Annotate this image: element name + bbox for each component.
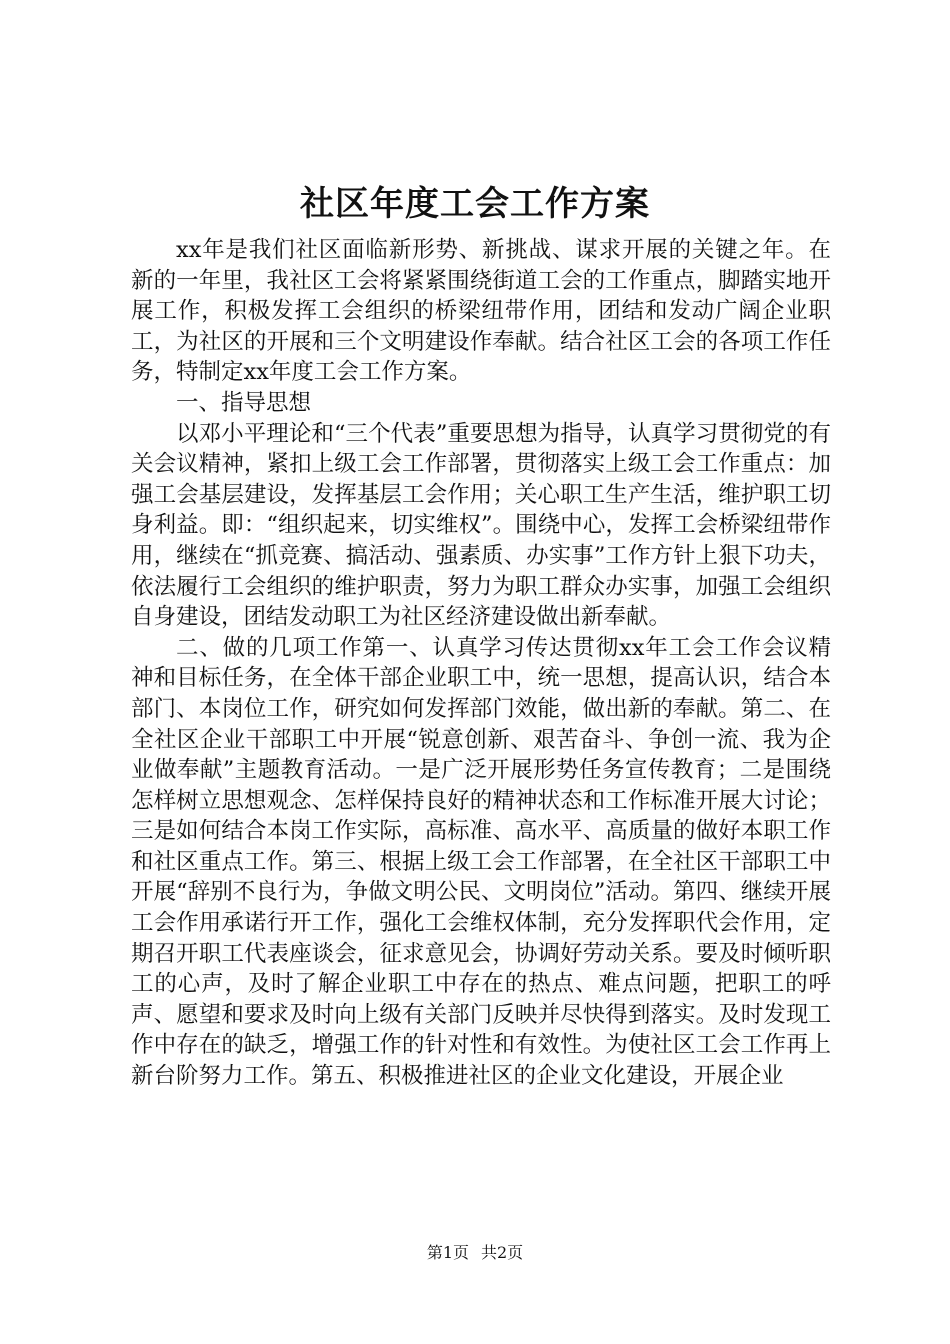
- document-body: [131, 235, 831, 1092]
- page-number: 第1页: [426, 1243, 469, 1262]
- page-footer: [0, 1243, 950, 1263]
- page-title: 社区年度工会工作方案: [300, 184, 650, 224]
- guiding-thought-paragraph: 以邓小平理论和“三个代表”重要思想为指导，认真学习贯彻党的有关会议精神，紧扣上级工会工作部署，贯彻落实上级工会工作重点：加强工会基层建设，发挥基层工会作用；关心职工生产生活，维护职工切身利益。即：“组织起来，切实维权”。围绕中心，发挥工会桥梁纽带作用，继续在“抓竞赛、搞活动、强素质、办实事”工作方针上狠下功夫，依法履行工会组织的维护职责，努力为职工群众办实事，加强工会组织自身建设，团结发动职工为社区经济建设做出新奉献。: [131, 420, 831, 631]
- section-heading-guiding-thought: 一、指导思想: [176, 389, 312, 416]
- intro-paragraph: xx年是我们社区面临新形势、新挑战、谋求开展的关键之年。在新的一年里，我社区工会将紧紧围绕街道工会的工作重点，脚踏实地开展工作，积极发挥工会组织的桥梁纽带作用，团结和发动广阔企业职工，为社区的开展和三个文明建设作奉献。结合社区工会的各项工作任务，特制定xx年度工会工作方案。: [131, 237, 831, 386]
- work-items-paragraph: 二、做的几项工作第一、认真学习传达贯彻xx年工会工作会议精神和目标任务，在全体干部企业职工中，统一思想，提高认识，结合本部门、本岗位工作，研究如何发挥部门效能，做出新的奉献。第二、在全社区企业干部职工中开展“锐意创新、艰苦奋斗、争创一流、我为企业做奉献”主题教育活动。一是广泛开展形势任务宣传教育；二是围绕怎样树立思想观念、怎样保持良好的精神状态和工作标准开展大讨论；三是如何结合本岗工作实际，高标准、高水平、高质量的做好本职工作和社区重点工作。第三、根据上级工会工作部署，在全社区干部职工中开展“辞别不良行为，争做文明公民、文明岗位”活动。第四、继续开展工会作用承诺行开工作，强化工会维权体制，充分发挥职代会作用，定期召开职工代表座谈会，征求意见会，协调好劳动关系。要及时倾听职工的心声，及时了解企业职工中存在的热点、难点问题，把职工的呼声、愿望和要求及时向上级有关部门反映并尽快得到落实。及时发现工作中存在的缺乏，增强工作的针对性和有效性。为使社区工会工作再上新台阶努力工作。第五、积极推进社区的企业文化建设，开展企业: [131, 634, 831, 1090]
- page-total: 共2页: [481, 1243, 524, 1262]
